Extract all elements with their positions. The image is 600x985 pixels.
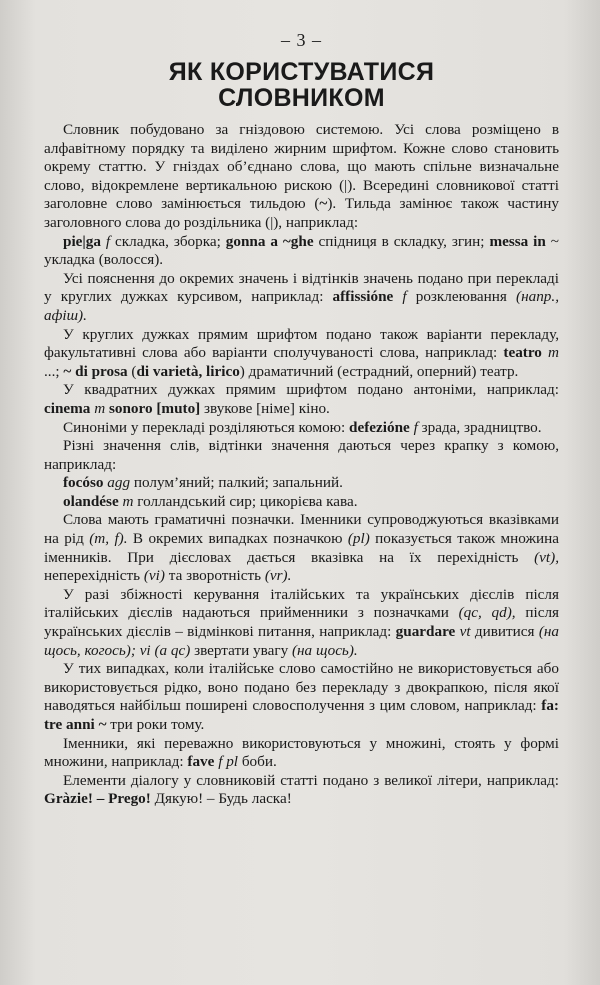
text: показується також множина іменників. При дієсловах дається вказівка на їх перехідність bbox=[44, 530, 559, 566]
gender-mark: m bbox=[122, 492, 134, 510]
example-piega bbox=[44, 233, 559, 270]
text: складка, зборка; bbox=[110, 232, 226, 250]
headword: gonna a ~ghe bbox=[225, 232, 314, 250]
text: ) драматичний (естрадний, оперний) театр. bbox=[239, 362, 519, 380]
text: В окремих випадках позначкою bbox=[127, 530, 348, 548]
tilde-symbol: ~ bbox=[319, 195, 328, 213]
text: звукове [німе] кіно. bbox=[200, 399, 330, 417]
paragraph-structure bbox=[44, 121, 559, 233]
paragraph-rare-words bbox=[44, 660, 559, 734]
headword: fave bbox=[187, 753, 215, 771]
text: Словник побудовано за гніздовою системою. Усі слова розміщено в алфавітному порядку та виділено жирним шрифтом. Кожне слово становить окрему статтю. У гніздах об’єднано слова, що мають спільне визначальне слово, відокремлене вертикальною рискою (|). Всередині словникової статті заголовне слово замінюється тильдою ( bbox=[44, 121, 559, 213]
headword: defezióne bbox=[349, 418, 410, 436]
headword: pie|ga bbox=[63, 232, 101, 250]
paragraph-meanings bbox=[44, 437, 559, 474]
page-number: – 3 – bbox=[281, 30, 322, 50]
headword: Gràzie! – Prego! bbox=[44, 790, 151, 808]
page-title bbox=[44, 59, 559, 111]
paragraph-grammar bbox=[44, 511, 559, 585]
text: та зворотність bbox=[164, 567, 265, 585]
grammar-mark: agg bbox=[107, 474, 131, 492]
headword: di varietà, lirico bbox=[136, 362, 240, 380]
text: У тих випадках, коли італійське слово самостійно не використовується або використовується рідко, воно подано без перекладу з двокрапкою, після якої наводяться найбільш поширені словосполучення з цим словом, наприклад: bbox=[44, 660, 559, 715]
title-line-2: СЛОВНИКОМ bbox=[218, 84, 385, 112]
instructions-text bbox=[44, 121, 559, 809]
headword: focóso bbox=[63, 474, 104, 492]
text: Слова мають граматичні позначки. Іменники супроводжуються вказівками на рід bbox=[44, 511, 559, 548]
text: ~ укладка (волосся). bbox=[44, 232, 559, 269]
text: три роки тому. bbox=[106, 716, 205, 733]
text: неперехідність bbox=[44, 567, 144, 585]
grammar-mark: (vr). bbox=[264, 567, 292, 585]
paragraph-verb-government bbox=[44, 586, 559, 660]
text: зрада, зрадництво. bbox=[417, 418, 542, 436]
text: У разі збіжності керування італійських та українських дієслів після італійських дієслів надаються прийменники з позначками bbox=[44, 585, 559, 622]
gender-mark: f bbox=[413, 418, 418, 436]
headword: messa in bbox=[489, 232, 546, 250]
paragraph-plural bbox=[44, 735, 559, 772]
text: ( bbox=[127, 362, 137, 380]
text: звертати увагу bbox=[190, 641, 292, 659]
text: Різні значення слів, відтінки значення даються через крапку з комою, наприклад: bbox=[44, 437, 559, 473]
gender-mark: m bbox=[548, 344, 559, 362]
headword: ~ di prosa bbox=[63, 362, 128, 380]
italic-note: (напр., афіш). bbox=[44, 288, 559, 324]
headword: olandése bbox=[63, 492, 119, 510]
paragraph-variants bbox=[44, 326, 559, 382]
grammar-mark: (qc, qd), bbox=[458, 604, 516, 622]
grammar-mark: (m, f). bbox=[89, 530, 128, 548]
example-focoso bbox=[44, 474, 559, 493]
paragraph-explanations bbox=[44, 270, 559, 326]
text: дивитися bbox=[470, 623, 539, 641]
italic-note: (на щось, когось); vi (a qc) bbox=[44, 623, 559, 659]
text: спідниця в складку, згин; bbox=[313, 232, 490, 250]
text: боби. bbox=[238, 753, 277, 771]
title-line-1: ЯК КОРИСТУВАТИСЯ bbox=[168, 58, 435, 86]
headword: sonoro [muto] bbox=[108, 399, 201, 417]
text: полум’яний; палкий; запальний. bbox=[130, 474, 343, 492]
gender-mark: f bbox=[402, 288, 407, 306]
headword: guardare bbox=[395, 623, 456, 641]
headword: affissióne bbox=[332, 288, 394, 306]
headword: teatro bbox=[503, 344, 542, 362]
text: Дякую! – Будь ласка! bbox=[150, 790, 292, 808]
paragraph-synonyms bbox=[44, 419, 559, 438]
text: У квадратних дужках прямим шрифтом подано антоніми, наприклад: bbox=[63, 381, 559, 399]
text: У круглих дужках прямим шрифтом подано також варіанти перекладу, факультативні слова або варіанти сполучуваності слова, наприклад: bbox=[44, 325, 559, 362]
text: Іменники, які переважно використовуються у множині, стоять у формі множини, наприклад: bbox=[44, 734, 559, 771]
headword: cinema bbox=[44, 399, 91, 417]
grammar-mark: f pl bbox=[218, 753, 239, 771]
text: Усі пояснення до окремих значень і відтінків значень подано при перекладі у круглих дужках курсивом, наприклад: bbox=[44, 269, 559, 306]
text: розклеювання bbox=[406, 288, 517, 306]
text: голландський сир; цикорієва кава. bbox=[133, 492, 358, 510]
text: Синоніми у перекладі розділяються комою: bbox=[63, 418, 350, 436]
paragraph-dialogue bbox=[44, 772, 559, 809]
grammar-mark: (vt), bbox=[534, 548, 559, 566]
grammar-mark: (pl) bbox=[347, 530, 370, 548]
example-olandese bbox=[44, 493, 559, 512]
gender-mark: f bbox=[105, 232, 111, 250]
paragraph-antonyms bbox=[44, 381, 559, 418]
gender-mark: m bbox=[94, 399, 106, 417]
headword: fa: tre anni ~ bbox=[44, 697, 559, 733]
text: ). Тильда замінює також частину заголовного слова до роздільника (|), наприклад: bbox=[44, 195, 559, 231]
text: ...; bbox=[44, 362, 64, 380]
grammar-mark: vt bbox=[459, 623, 471, 641]
italic-note: (на щось). bbox=[291, 641, 358, 659]
text: після українських дієслів – відмінкові питання, наприклад: bbox=[44, 604, 560, 641]
text: Елементи діалогу у словниковій статті подано з великої літери, наприклад: bbox=[63, 771, 559, 789]
grammar-mark: (vi) bbox=[143, 567, 165, 585]
